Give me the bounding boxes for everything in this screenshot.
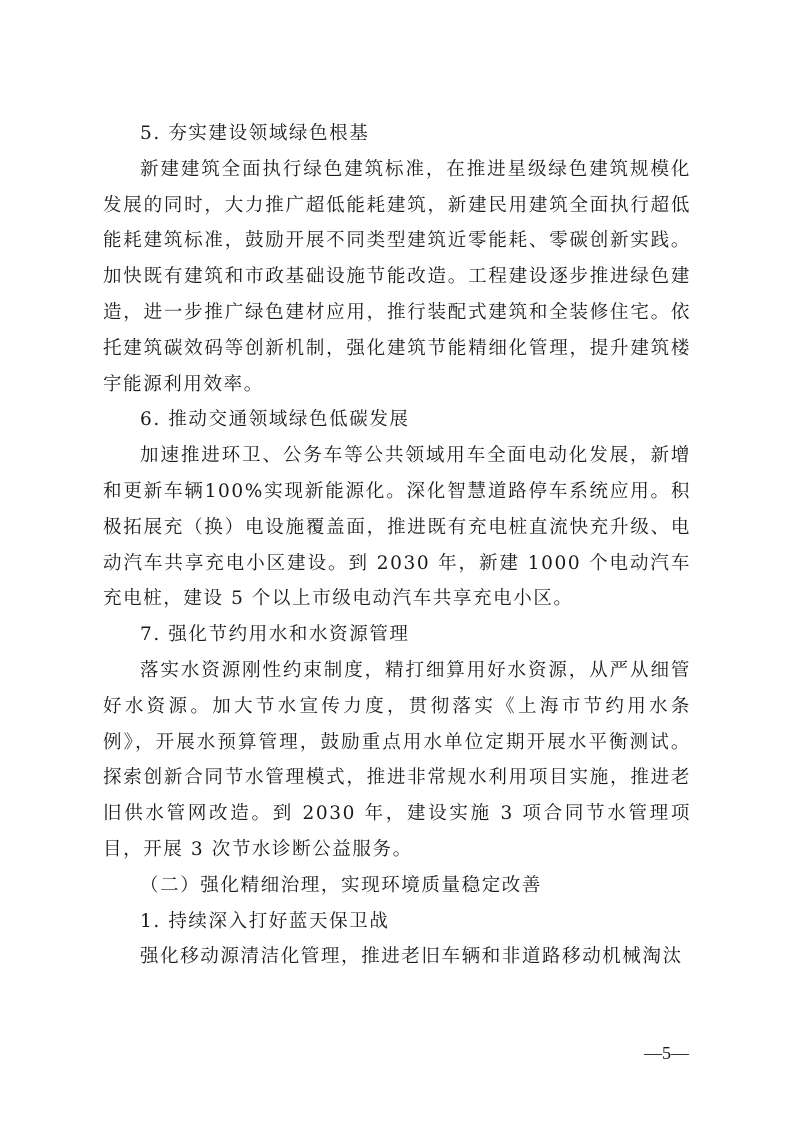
body-paragraph: 强化移动源清洁化管理，推进老旧车辆和非道路移动机械淘汰: [140, 946, 683, 968]
section-heading: 7. 强化节约用水和水资源管理: [140, 624, 410, 646]
section-heading: 6. 推动交通领域绿色低碳发展: [140, 409, 410, 431]
chapter-heading: （二）强化精细治理，实现环境质量稳定改善: [140, 874, 543, 896]
body-paragraph: 加速推进环卫、公务车等公共领域用车全面电动化发展，新增和更新车辆100%实现新能源化。深化智慧道路停车系统应用。积极拓展充（换）电设施覆盖面，推进既有充电桩直流快充升级、电动汽车共享充电小区建设。到 2030 年，新建 1000 个电动汽车充电桩，建设 5 个以上市级电动汽车共享充电小区。: [103, 445, 691, 610]
body-paragraph: 新建建筑全面执行绿色建筑标准，在推进星级绿色建筑规模化发展的同时，大力推广超低能耗建筑，新建民用建筑全面执行超低能耗建筑标准，鼓励开展不同类型建筑近零能耗、零碳创新实践。加快既有建筑和市政基础设施节能改造。工程建设逐步推进绿色建造，进一步推广绿色建材应用，推行装配式建筑和全装修住宅。依托建筑碳效码等创新机制，强化建筑节能精细化管理，提升建筑楼宇能源利用效率。: [103, 158, 691, 395]
document-body: [103, 116, 691, 975]
body-paragraph: 落实水资源刚性约束制度，精打细算用好水资源，从严从细管好水资源。加大节水宣传力度，贯彻落实《上海市节约用水条例》，开展水预算管理，鼓励重点用水单位定期开展水平衡测试。探索创新合同节水管理模式，推进非常规水利用项目实施，推进老旧供水管网改造。到 2030 年，建设实施 3 项合同节水管理项目，开展 3 次节水诊断公益服务。: [103, 659, 691, 860]
page-number: —5—: [644, 1043, 689, 1063]
section-heading: 5. 夯实建设领域绿色根基: [140, 123, 370, 144]
section-heading: 1. 持续深入打好蓝天保卫战: [140, 910, 390, 932]
